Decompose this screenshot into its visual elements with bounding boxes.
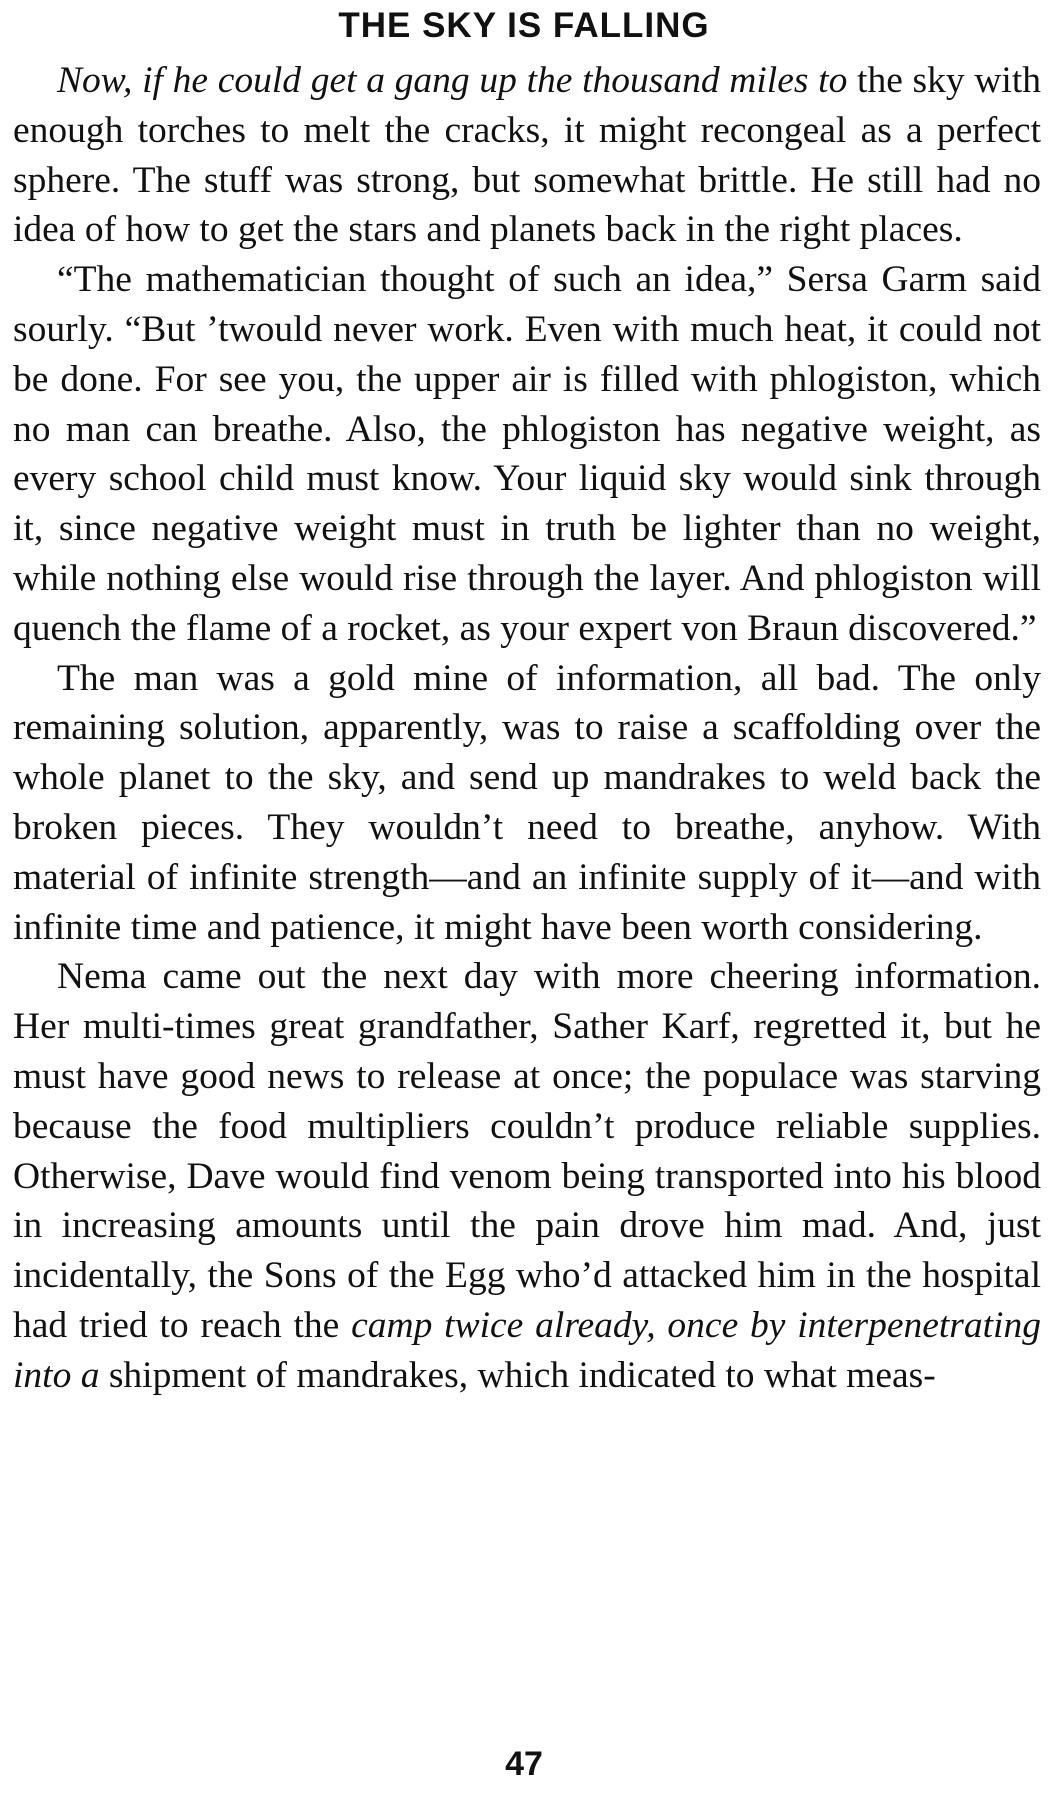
paragraph-4 xyxy=(13,952,1041,1400)
paragraph-1-italic-lead: Now, if he could get a gang up the thousand miles to xyxy=(57,60,848,101)
paragraph-1 xyxy=(13,56,1041,255)
running-head: THE SKY IS FALLING xyxy=(338,6,710,45)
paragraph-4-tail: shipment of mandrakes, which indicated to what meas- xyxy=(99,1354,936,1396)
paragraph-3 xyxy=(13,654,1041,953)
body-text xyxy=(13,56,1041,1401)
paragraph-4-italic-phrase: camp twice already, once by interpenetrating into a xyxy=(13,1304,1041,1396)
paragraph-2 xyxy=(13,255,1041,653)
page-number: 47 xyxy=(505,1745,543,1783)
paragraph-4-text: Nema came out the next day with more cheering information. Her multi-times great grandfather, Sather Karf, regretted it, but he must have good news to release at once; the populace was starving because the food multipliers couldn’t produce reliable supplies. Otherwise, Dave would find venom being transported into his blood in increasing amounts until the pain drove him mad. And, just incidentally, the Sons of the Egg who’d attacked him in the hospital had tried to reach the xyxy=(13,956,1041,1346)
paragraph-1-text: the sky with enough torches to melt the cracks, it might recongeal as a perfect sphere. The stuff was strong, but somewhat brittle. He still had no idea of how to get the stars and planets back in the right places. xyxy=(13,60,1042,251)
paragraph-3-text: The man was a gold mine of information, all bad. The only remaining solution, apparently, was to raise a scaffolding over the whole planet to the sky, and send up mandrakes to weld back the broken pieces. They wouldn’t need to breathe, anyhow. With material of infinite strength—and an infinite supply of it—and with infinite time and patience, it might have been worth considering. xyxy=(13,657,1041,948)
paragraph-2-text: “The mathematician thought of such an idea,” Sersa Garm said sourly. “But ’twould never work. Even with much heat, it could not be done. For see you, the upper air is filled with phlogiston, which no man can breathe. Also, the phlogiston has negative weight, as every school child must know. Your liquid sky would sink through it, since negative weight must in truth be lighter than no weight, while nothing else would rise through the layer. And phlogiston will quench the flame of a rocket, as your expert von Braun discovered.” xyxy=(13,259,1041,649)
